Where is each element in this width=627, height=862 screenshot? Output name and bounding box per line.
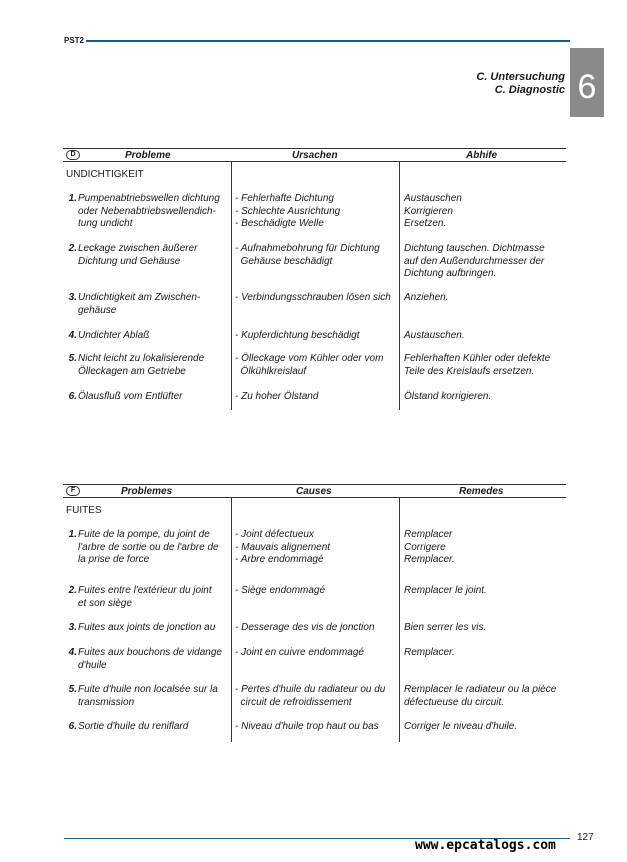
- row-number: 4.: [68, 330, 77, 341]
- problem-line: Fuite d'huile non localsée sur la: [78, 684, 218, 695]
- section-title-fr: C. Diagnostic: [494, 84, 565, 96]
- problem-line: Fuites aux bouchons de vidange: [78, 647, 222, 658]
- column-header-problem: Problemes: [121, 486, 173, 497]
- column-divider: [231, 162, 232, 410]
- remedy-line: Dichtung aufbringen.: [404, 268, 497, 279]
- category-label: UNDICHTIGKEIT: [66, 169, 144, 180]
- cause-cell: [235, 721, 401, 734]
- problem-line: Nicht leicht zu lokalisierende: [78, 353, 205, 364]
- column-header-remedy: Remedes: [459, 486, 504, 497]
- problem-cell: [78, 391, 230, 404]
- cause-line: - Desserage des vis de jonction: [235, 622, 375, 633]
- document-code: PST2: [64, 36, 85, 45]
- remedy-line: Corrigere: [404, 541, 446, 553]
- remedy-cell: [404, 585, 566, 598]
- cause-cell: [235, 292, 401, 305]
- column-header-remedy: Abhife: [466, 150, 498, 161]
- remedy-line: Austauschen: [404, 193, 462, 204]
- problem-cell: [78, 585, 230, 610]
- header-rule: [86, 40, 570, 42]
- chapter-number: 6: [570, 48, 604, 117]
- remedy-line: Remplacer: [404, 529, 453, 540]
- problem-line: Undichter Ablaß: [78, 330, 150, 341]
- language-badge: D: [66, 150, 80, 160]
- cause-cell: [235, 391, 401, 404]
- cause-cell: [235, 684, 401, 709]
- problem-line: Fuite de la pompe, du joint de: [78, 529, 210, 540]
- cause-line: - Kupferdichtung beschädigt: [235, 330, 360, 341]
- column-header-cause: Causes: [296, 486, 332, 497]
- language-badge: F: [66, 486, 80, 496]
- cause-line: - Beschädigte Welle: [235, 218, 324, 229]
- remedy-cell: [404, 193, 566, 231]
- problem-line: Fuites entre l'extérieur du joint: [78, 585, 212, 596]
- cause-cell: [235, 647, 401, 660]
- cause-line: Ölkühlkreislauf: [235, 365, 307, 377]
- problem-cell: [78, 353, 230, 378]
- remedy-cell: [404, 721, 566, 734]
- cause-line: - Joint en cuivre endommagé: [235, 647, 364, 658]
- problem-line: la prise de force: [78, 554, 150, 565]
- row-number: 2.: [68, 585, 77, 596]
- remedy-cell: [404, 622, 566, 635]
- troubleshooting-table-fr: [63, 484, 566, 742]
- troubleshooting-table-de: [63, 148, 566, 410]
- row-number: 5.: [68, 353, 77, 364]
- remedy-line: Ersetzen.: [404, 218, 447, 229]
- problem-cell: [78, 622, 230, 635]
- problem-line: Ölleckagen am Getriebe: [78, 365, 186, 377]
- remedy-cell: [404, 243, 566, 281]
- problem-line: d'huile: [78, 659, 107, 671]
- remedy-line: Dichtung tauschen. Dichtmasse: [404, 243, 545, 254]
- remedy-cell: [404, 647, 566, 660]
- row-number: 1.: [68, 529, 77, 540]
- row-number: 1.: [68, 193, 77, 204]
- row-number: 6.: [68, 721, 77, 732]
- remedy-line: Remplacer.: [404, 647, 455, 658]
- remedy-line: Fehlerhaften Kühler oder defekte: [404, 353, 551, 364]
- cause-line: - Ölleckage vom Kühler oder vom: [235, 353, 384, 364]
- table-header: [63, 148, 566, 162]
- row-number: 4.: [68, 647, 77, 658]
- remedy-cell: [404, 529, 566, 567]
- remedy-line: Teile des Kreislaufs ersetzen.: [404, 365, 535, 377]
- remedy-line: Bien serrer les vis.: [404, 622, 487, 633]
- cause-line: - Mauvais alignement: [235, 541, 331, 553]
- problem-line: Fuites aux joints de jonction au: [78, 622, 216, 633]
- problem-cell: [78, 647, 230, 672]
- remedy-line: Remplacer le joint.: [404, 585, 487, 596]
- problem-cell: [78, 243, 230, 268]
- problem-cell: [78, 721, 230, 734]
- remedy-line: défectueuse du circuit.: [404, 696, 505, 708]
- problem-line: transmission: [78, 696, 135, 708]
- remedy-cell: [404, 292, 566, 305]
- section-title-de: C. Untersuchung: [476, 71, 565, 83]
- remedy-line: Corriger le niveau d'huile.: [404, 721, 518, 732]
- problem-cell: [78, 330, 230, 343]
- row-number: 5.: [68, 684, 77, 695]
- cause-line: - Schlechte Ausrichtung: [235, 205, 341, 217]
- row-number: 2.: [68, 243, 77, 254]
- cause-line: circuit de refroidissement: [235, 696, 352, 708]
- remedy-cell: [404, 353, 566, 378]
- problem-cell: [78, 193, 230, 231]
- cause-line: Gehäuse beschädigt: [235, 255, 333, 267]
- column-header-problem: Probleme: [125, 150, 171, 161]
- remedy-line: Ölstand korrigieren.: [404, 391, 492, 402]
- cause-cell: [235, 529, 401, 567]
- remedy-line: auf den Außendurchmesser der: [404, 255, 545, 267]
- remedy-line: Remplacer le radiateur ou la pièce: [404, 684, 557, 695]
- cause-line: - Verbindungsschrauben lösen sich: [235, 292, 391, 303]
- category-label: FUITES: [66, 505, 102, 516]
- cause-line: - Zu hoher Ölstand: [235, 391, 319, 402]
- cause-cell: [235, 243, 401, 268]
- problem-line: Sortie d'huile du reniflard: [78, 721, 189, 732]
- cause-cell: [235, 353, 401, 378]
- problem-cell: [78, 292, 230, 317]
- cause-line: - Pertes d'huile du radiateur ou du: [235, 684, 386, 695]
- watermark: www.epcatalogs.com: [415, 838, 556, 853]
- cause-cell: [235, 193, 401, 231]
- problem-line: et son siège: [78, 597, 132, 609]
- remedy-cell: [404, 391, 566, 404]
- problem-line: Leckage zwischen äußerer: [78, 243, 198, 254]
- remedy-line: Remplacer.: [404, 554, 455, 565]
- remedy-cell: [404, 684, 566, 709]
- cause-cell: [235, 622, 401, 635]
- cause-cell: [235, 330, 401, 343]
- page-number: 127: [577, 832, 594, 843]
- cause-line: - Siège endommagé: [235, 585, 326, 596]
- problem-line: gehäuse: [78, 304, 117, 316]
- problem-cell: [78, 684, 230, 709]
- problem-line: tung undicht: [78, 218, 133, 229]
- column-header-cause: Ursachen: [292, 150, 338, 161]
- cause-line: - Arbre endommagé: [235, 554, 324, 565]
- row-number: 6.: [68, 391, 77, 402]
- remedy-line: Anziehen.: [404, 292, 449, 303]
- problem-line: l'arbre de sortie ou de l'arbre de: [78, 541, 219, 553]
- row-number: 3.: [68, 292, 77, 303]
- remedy-line: Korrigieren: [404, 205, 453, 217]
- remedy-line: Austauschen.: [404, 330, 465, 341]
- column-divider: [231, 498, 232, 742]
- table-header: [63, 484, 566, 498]
- cause-line: - Aufnahmebohrung für Dichtung: [235, 243, 380, 254]
- row-number: 3.: [68, 622, 77, 633]
- cause-line: - Joint défectueux: [235, 529, 314, 540]
- problem-line: Ölausfluß vom Entlüfter: [78, 391, 183, 402]
- problem-line: oder Nebenabtriebswellendich-: [78, 205, 216, 217]
- problem-line: Undichtigkeit am Zwischen-: [78, 292, 201, 303]
- problem-cell: [78, 529, 230, 567]
- cause-line: - Fehlerhafte Dichtung: [235, 193, 334, 204]
- cause-cell: [235, 585, 401, 598]
- remedy-cell: [404, 330, 566, 343]
- problem-line: Pumpenabtriebswellen dichtung: [78, 193, 220, 204]
- problem-line: Dichtung und Gehäuse: [78, 255, 181, 267]
- cause-line: - Niveau d'huile trop haut ou bas: [235, 721, 379, 732]
